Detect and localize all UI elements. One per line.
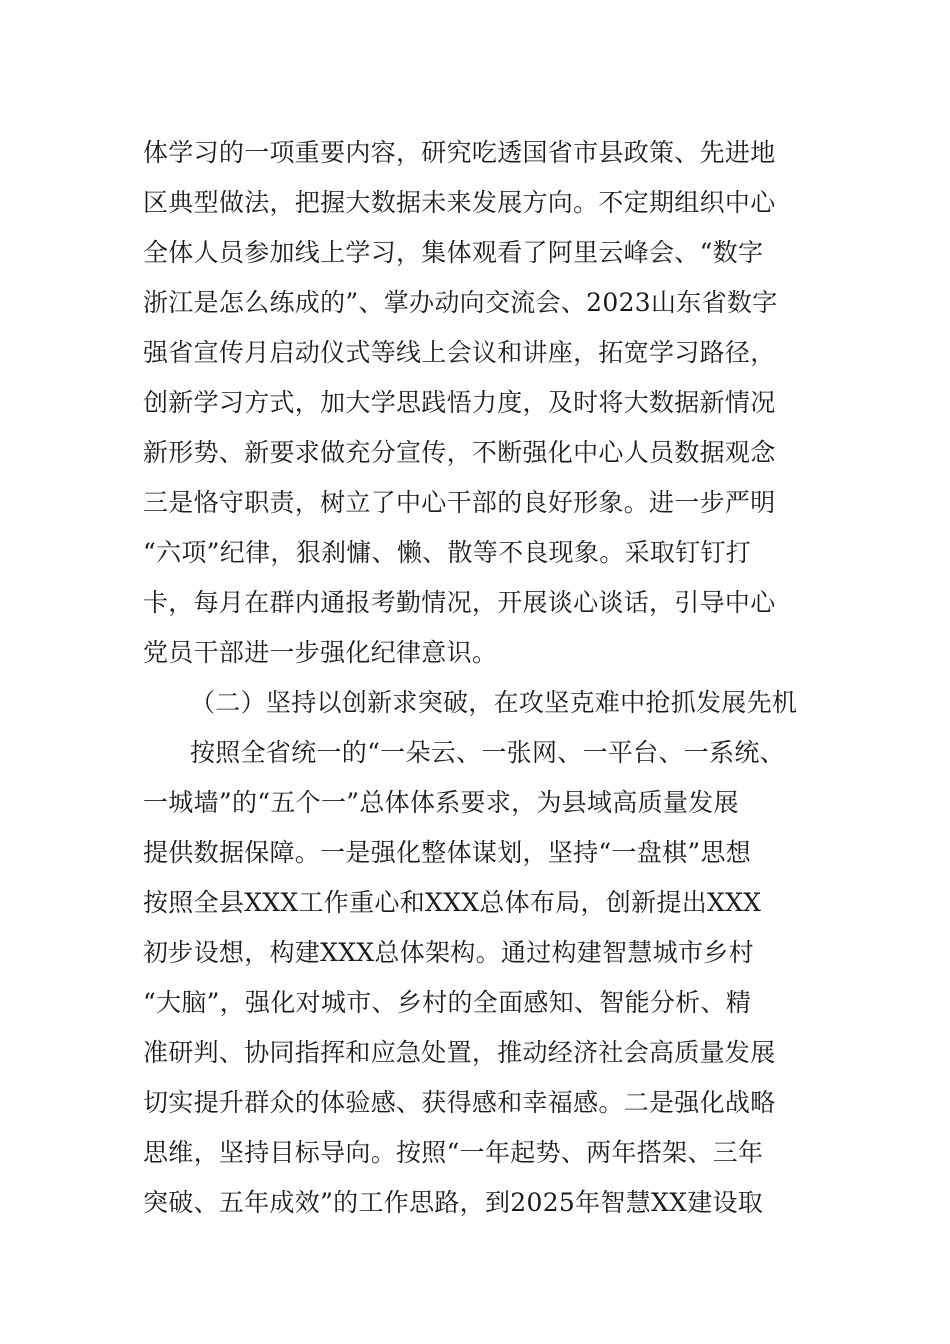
text-line: 区典型做法，把握大数据未来发展方向。不定期组织中心 bbox=[143, 188, 776, 217]
text-line: 按照全省统一的“一朵云、一张网、一平台、一系统、 bbox=[190, 738, 785, 767]
text-line: 一城墙”的“五个一”总体体系要求，为县域高质量发展 bbox=[143, 788, 739, 817]
text-line: 创新学习方式，加大学思践悟力度，及时将大数据新情况 bbox=[143, 388, 776, 417]
text-line: 新形势、新要求做充分宣传，不断强化中心人员数据观念 bbox=[143, 438, 776, 467]
text-line: 体学习的一项重要内容，研究吃透国省市县政策、先进地 bbox=[143, 138, 776, 167]
text-line: 浙江是怎么练成的”、掌办动向交流会、2023山东省数字 bbox=[143, 288, 778, 317]
text-line: 思维，坚持目标导向。按照“一年起势、两年搭架、三年 bbox=[143, 1138, 764, 1167]
text-line: 三是恪守职责，树立了中心干部的良好形象。进一步严明 bbox=[143, 488, 776, 517]
text-line: 准研判、协同指挥和应急处置，推动经济社会高质量发展 bbox=[143, 1038, 776, 1067]
section-heading: （二）坚持以创新求突破，在攻坚克难中抢抓发展先机 bbox=[190, 688, 798, 717]
text-line: 党员干部进一步强化纪律意识。 bbox=[143, 638, 498, 667]
text-line: 强省宣传月启动仪式等线上会议和讲座，拓宽学习路径， bbox=[143, 338, 776, 367]
text-line: “大脑”，强化对城市、乡村的全面感知、智能分析、精 bbox=[143, 988, 752, 1017]
text-line: 按照全县XXX工作重心和XXX总体布局，创新提出XXX bbox=[143, 888, 762, 917]
text-line: 全体人员参加线上学习，集体观看了阿里云峰会、“数字 bbox=[143, 238, 764, 267]
text-line: 初步设想，构建XXX总体架构。通过构建智慧城市乡村 bbox=[143, 938, 754, 967]
text-line: “六项”纪律，狠刹慵、懒、散等不良现象。采取钉钉打 bbox=[143, 538, 752, 567]
text-line: 卡，每月在群内通报考勤情况，开展谈心谈话，引导中心 bbox=[143, 588, 776, 617]
text-line: 提供数据保障。一是强化整体谋划，坚持“一盘棋”思想 bbox=[143, 838, 752, 867]
text-line: 切实提升群众的体验感、获得感和幸福感。二是强化战略 bbox=[143, 1088, 776, 1117]
text-line: 突破、五年成效”的工作思路，到2025年智慧XX建设取 bbox=[143, 1188, 764, 1217]
